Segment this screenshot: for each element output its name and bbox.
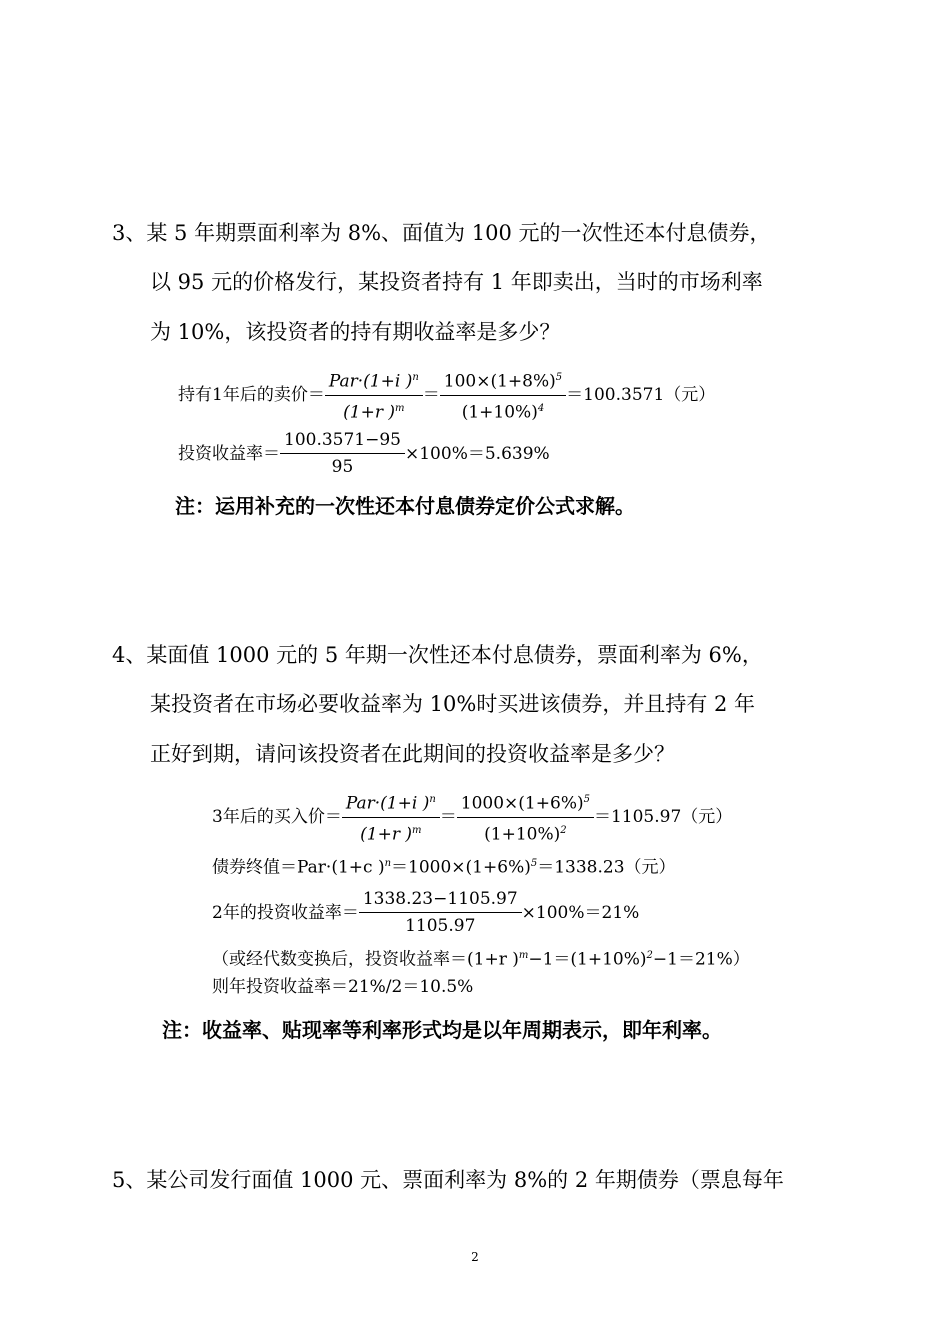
q4-formula-final-value: 债券终值＝Par·(1+c )$^n=1000\times(1+6\%)^5=1338.23$（元） (212, 857, 676, 878)
q3-note: 注：运用补充的一次性还本付息债券定价公式求解。 (175, 494, 635, 518)
q3-line-3: 为 10%，该投资者的持有期收益率是多少？ (150, 320, 561, 344)
fraction: $\frac{1000\times(1+6\%)^5}{(1+10\%)^2}$ (457, 789, 594, 845)
q3-line-1: 3、某 5 年期票面利率为 8%、面值为 100 元的一次性还本付息债券， (112, 221, 771, 245)
fraction: $\frac{Par\cdot(1+i )^n}{(1+r )^m}$ (342, 789, 440, 845)
q4-formula-buy-price: 3年后的买入价＝ $\frac{Par\cdot(1+i )^n}{(1+r )^m}$ ＝ $\frac{1000\times(1+6\%)^5}{(1+10\%)^2}$ ＝1105.97（元） (212, 789, 732, 845)
formula-label: 持有1年后的卖价＝ (178, 385, 325, 406)
fraction: $\frac{100.3571-95}{95}$ (280, 429, 405, 478)
fraction: $\frac{Par\cdot(1+i )^n}{(1+r )^m}$ (325, 367, 423, 423)
q3-formula-sale-price: 持有1年后的卖价＝ $\frac{Par\cdot(1+i )^n}{(1+r )^m}$ ＝ $\frac{100\times(1+8\%)^5}{(1+10\%)^4}$ ＝100.3571（元） (178, 367, 715, 423)
q5-line-1: 5、某公司发行面值 1000 元、票面利率为 8%的 2 年期债券（票息每年 (112, 1168, 784, 1192)
fraction: $\frac{100\times(1+8\%)^5}{(1+10\%)^4}$ (440, 367, 566, 423)
q4-line-3: 正好到期，请问该投资者在此期间的投资收益率是多少？ (150, 742, 675, 766)
q3-formula-return: 投资收益率＝ $\frac{100.3571-95}{95}$ ×100%＝5.639% (178, 430, 550, 477)
q3-line-2: 以 95 元的价格发行，某投资者持有 1 年即卖出，当时的市场利率 (150, 270, 763, 294)
q4-formula-alternative: （或经代数变换后，投资收益率＝(1+r )$^m-1=(1+10\%)^2-1=21\%$） (212, 949, 750, 970)
q4-formula-annual-return: 则年投资收益率＝21%/2＝10.5% (212, 977, 474, 997)
q4-formula-2yr-return: 2年的投资收益率＝ $\frac{1338.23-1105.97}{1105.97}$ ×100%＝21% (212, 889, 640, 936)
fraction: $\frac{1338.23-1105.97}{1105.97}$ (359, 888, 522, 937)
q4-note: 注：收益率、贴现率等利率形式均是以年周期表示，即年利率。 (162, 1018, 722, 1042)
q4-line-2: 某投资者在市场必要收益率为 10%时买进该债券，并且持有 2 年 (150, 692, 756, 716)
page-number: 2 (471, 1250, 479, 1264)
q4-line-1: 4、某面值 1000 元的 5 年期一次性还本付息债券，票面利率为 6%， (112, 643, 763, 667)
